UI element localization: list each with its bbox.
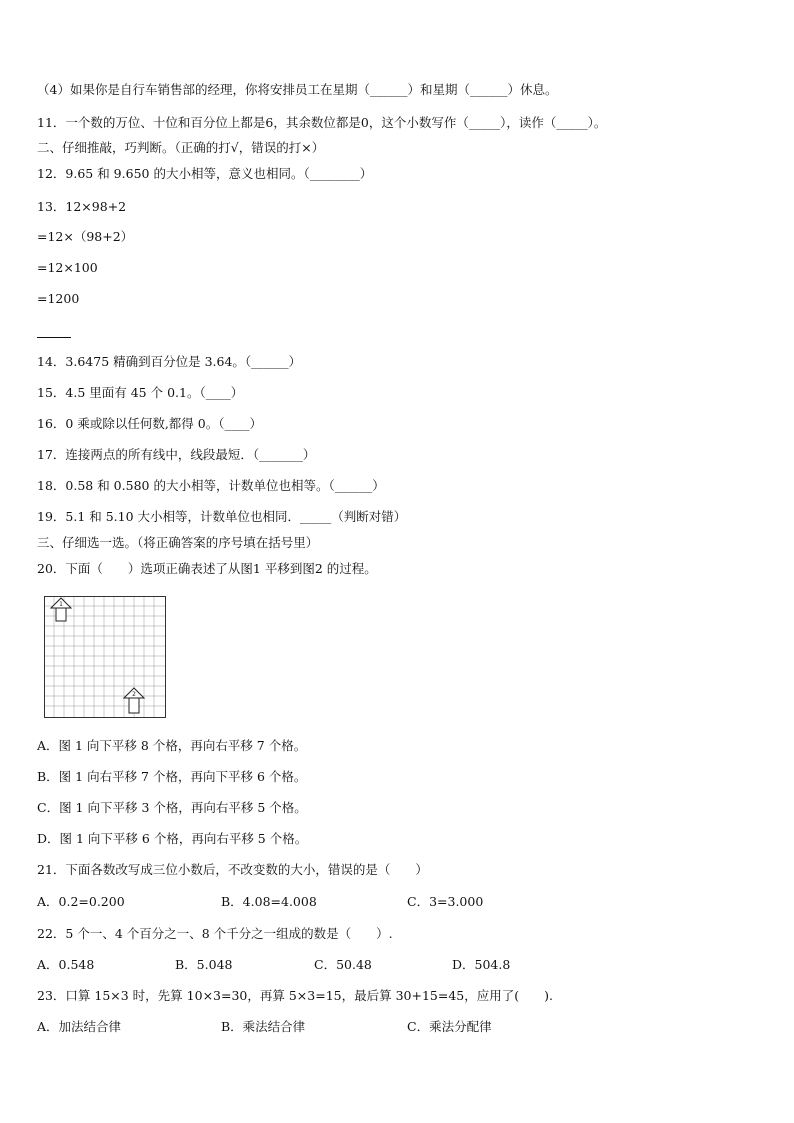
question-10-part-4: （4）如果你是自行车销售部的经理，你将安排员工在星期（______）和星期（______）休息。 xyxy=(37,82,558,97)
q22-option-a: A．0.548 xyxy=(37,957,95,972)
q21-option-a: A．0.2=0.200 xyxy=(37,894,125,909)
q22-option-b: B．5.048 xyxy=(175,957,233,972)
question-17: 17．连接两点的所有线中，线段最短．（_______） xyxy=(37,447,316,462)
q20-option-d: D．图 1 向下平移 6 个格，再向右平移 5 个格。 xyxy=(37,831,308,846)
section-2-heading: 二、仔细推敲，巧判断。（正确的打√，错误的打×） xyxy=(37,140,325,155)
question-12: 12．9.65 和 9.650 的大小相等，意义也相同。（________） xyxy=(37,166,373,181)
question-14: 14．3.6475 精确到百分位是 3.64。（______） xyxy=(37,354,302,369)
question-13-line-2: =12×（98+2） xyxy=(37,229,134,244)
question-13-line-1: 13．12×98+2 xyxy=(37,199,127,214)
figure-1-label: 1 xyxy=(59,601,63,608)
question-21: 21．下面各数改写成三位小数后，不改变数的大小，错误的是（ ） xyxy=(37,862,428,877)
question-13-line-4: =1200 xyxy=(37,291,80,306)
question-19: 19．5.1 和 5.10 大小相等，计数单位也相同．_____（判断对错） xyxy=(37,509,407,524)
q21-option-c: C．3=3.000 xyxy=(407,894,484,909)
q22-option-d: D．504.8 xyxy=(452,957,511,972)
grid-svg xyxy=(44,596,166,718)
question-18: 18．0.58 和 0.580 的大小相等，计数单位也相等。（______） xyxy=(37,478,385,493)
q22-option-c: C．50.48 xyxy=(314,957,372,972)
question-16: 16．0 乘或除以任何数,都得 0。（____） xyxy=(37,416,262,431)
q21-option-b: B．4.08=4.008 xyxy=(221,894,317,909)
q20-option-b: B．图 1 向右平移 7 个格，再向下平移 6 个格。 xyxy=(37,769,307,784)
translation-grid-figure xyxy=(44,596,166,718)
q23-option-c: C．乘法分配律 xyxy=(407,1019,492,1034)
q23-option-b: B．乘法结合律 xyxy=(221,1019,306,1034)
question-13-line-3: =12×100 xyxy=(37,260,98,275)
section-3-heading: 三、仔细选一选。（将正确答案的序号填在括号里） xyxy=(37,535,319,550)
question-15: 15．4.5 里面有 45 个 0.1。（____） xyxy=(37,385,244,400)
answer-blank-line xyxy=(37,337,71,338)
q23-option-a: A．加法结合律 xyxy=(37,1019,122,1034)
q20-option-c: C．图 1 向下平移 3 个格，再向右平移 5 个格。 xyxy=(37,800,307,815)
question-11: 11．一个数的万位、十位和百分位上都是6，其余数位都是0，这个小数写作（_____），读作（_____）。 xyxy=(37,115,607,130)
figure-2-label: 2 xyxy=(132,691,136,698)
question-20: 20．下面（ ）选项正确表述了从图1 平移到图2 的过程。 xyxy=(37,561,377,576)
q20-option-a: A．图 1 向下平移 8 个格，再向右平移 7 个格。 xyxy=(37,738,307,753)
question-23: 23．口算 15×3 时，先算 10×3=30，再算 5×3=15，最后算 30+15=45，应用了( ). xyxy=(37,988,553,1003)
question-22: 22．5 个一、4 个百分之一、8 个千分之一组成的数是（ ）. xyxy=(37,926,393,941)
